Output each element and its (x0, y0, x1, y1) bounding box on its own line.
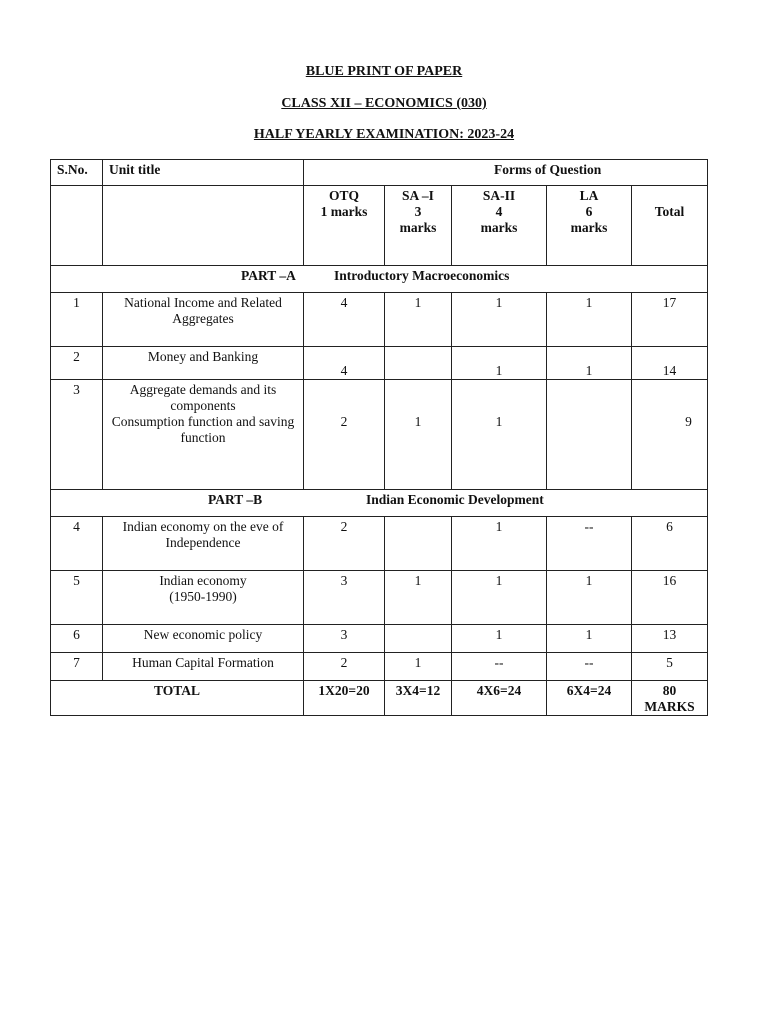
header-row-marks (51, 186, 708, 266)
unit-line: components (170, 398, 236, 413)
unit-line: Aggregate demands and its (129, 382, 277, 397)
row-sa2: 1 (452, 517, 547, 571)
empty-header-cell (103, 186, 304, 266)
row-sa1: 1 (385, 293, 452, 347)
row-otq: 4 (304, 293, 385, 347)
row-sa2: 1 (452, 293, 547, 347)
row-sa2: 1 (452, 380, 547, 490)
row-sno: 5 (51, 571, 103, 625)
sa1-label: SA –I (402, 188, 434, 203)
row-sa1 (385, 517, 452, 571)
total-marks (632, 681, 708, 716)
row-sno: 2 (51, 347, 103, 380)
row-otq: 3 (304, 625, 385, 653)
row-la: 1 (547, 571, 632, 625)
total-marks-value: 80 (662, 683, 677, 698)
header-row-top (51, 160, 708, 186)
total-marks-unit: MARKS (644, 699, 695, 714)
table-row (51, 380, 708, 490)
total-sa2: 4X6=24 (452, 681, 547, 716)
sa1-header (385, 186, 452, 266)
la-label: LA (579, 188, 599, 203)
row-sa2: 1 (452, 347, 547, 380)
row-sno: 3 (51, 380, 103, 490)
table-row (51, 653, 708, 681)
sa1-value: 3 (414, 204, 422, 219)
part-a-row (51, 266, 708, 293)
total-label: TOTAL (51, 681, 304, 716)
row-unit (103, 571, 304, 625)
row-la: 1 (547, 625, 632, 653)
unit-line: New economic policy (143, 627, 263, 642)
sa2-header (452, 186, 547, 266)
row-sa1 (385, 625, 452, 653)
row-otq: 4 (304, 347, 385, 380)
total-header: Total (632, 186, 708, 266)
unit-line: National Income and Related (124, 295, 282, 310)
empty-header-cell (51, 186, 103, 266)
row-sno: 7 (51, 653, 103, 681)
forms-of-question-header: Forms of Question (304, 160, 708, 186)
otq-label: OTQ (328, 188, 359, 203)
row-total: 5 (632, 653, 708, 681)
total-sa1: 3X4=12 (385, 681, 452, 716)
unit-line: Money and Banking (147, 349, 259, 364)
part-b-cell (51, 490, 708, 517)
unit-line: (1950-1990) (169, 589, 237, 604)
otq-header (304, 186, 385, 266)
unit-line: Human Capital Formation (132, 655, 274, 670)
class-subject-heading: CLASS XII – ECONOMICS (030) (281, 96, 487, 111)
la-header (547, 186, 632, 266)
row-sa1: 1 (385, 653, 452, 681)
row-la: -- (547, 517, 632, 571)
part-b-title: Indian Economic Development (366, 492, 544, 507)
row-sa1: 1 (385, 571, 452, 625)
row-total: 13 (632, 625, 708, 653)
row-sa1 (385, 347, 452, 380)
row-sa1: 1 (385, 380, 452, 490)
part-b-row (51, 490, 708, 517)
row-sa2: -- (452, 653, 547, 681)
row-unit (103, 625, 304, 653)
row-unit (103, 293, 304, 347)
table-row (51, 347, 708, 380)
row-otq: 2 (304, 380, 385, 490)
total-row (51, 681, 708, 716)
unit-line: function (180, 430, 226, 445)
table-row (51, 293, 708, 347)
sa2-value: 4 (495, 204, 503, 219)
row-unit (103, 380, 304, 490)
row-otq: 2 (304, 517, 385, 571)
unit-line: Consumption function and saving (111, 414, 295, 429)
unit-line: Indian economy (159, 573, 247, 588)
exam-heading: HALF YEARLY EXAMINATION: 2023-24 (253, 127, 515, 142)
row-unit (103, 653, 304, 681)
blueprint-table (50, 159, 708, 716)
unit-line: Independence (165, 535, 241, 550)
row-sno: 6 (51, 625, 103, 653)
row-total: 14 (632, 347, 708, 380)
row-otq: 3 (304, 571, 385, 625)
row-total: 9 (632, 380, 708, 490)
row-total: 16 (632, 571, 708, 625)
row-la (547, 380, 632, 490)
la-value: 6 (585, 204, 593, 219)
row-sa2: 1 (452, 625, 547, 653)
part-a-title: Introductory Macroeconomics (334, 268, 510, 283)
row-total: 17 (632, 293, 708, 347)
sa2-marks: marks (480, 220, 518, 235)
document-title: BLUE PRINT OF PAPER (305, 64, 463, 79)
row-la: 1 (547, 293, 632, 347)
table-row (51, 571, 708, 625)
unit-title-header: Unit title (103, 160, 304, 186)
part-b-label: PART –B (208, 492, 263, 507)
row-sa2: 1 (452, 571, 547, 625)
table-row (51, 517, 708, 571)
row-unit (103, 347, 304, 380)
sa2-label: SA-II (482, 188, 516, 203)
unit-line: Indian economy on the eve of (122, 519, 284, 534)
total-otq: 1X20=20 (304, 681, 385, 716)
sno-header: S.No. (51, 160, 103, 186)
otq-marks: 1 marks (320, 204, 368, 219)
table-row (51, 625, 708, 653)
sa1-marks: marks (399, 220, 437, 235)
part-a-label: PART –A (241, 268, 296, 283)
row-sno: 1 (51, 293, 103, 347)
row-total: 6 (632, 517, 708, 571)
part-a-cell (51, 266, 708, 293)
row-unit (103, 517, 304, 571)
row-la: -- (547, 653, 632, 681)
la-marks: marks (570, 220, 608, 235)
row-otq: 2 (304, 653, 385, 681)
row-la: 1 (547, 347, 632, 380)
row-sno: 4 (51, 517, 103, 571)
total-la: 6X4=24 (547, 681, 632, 716)
unit-line: Aggregates (172, 311, 234, 326)
